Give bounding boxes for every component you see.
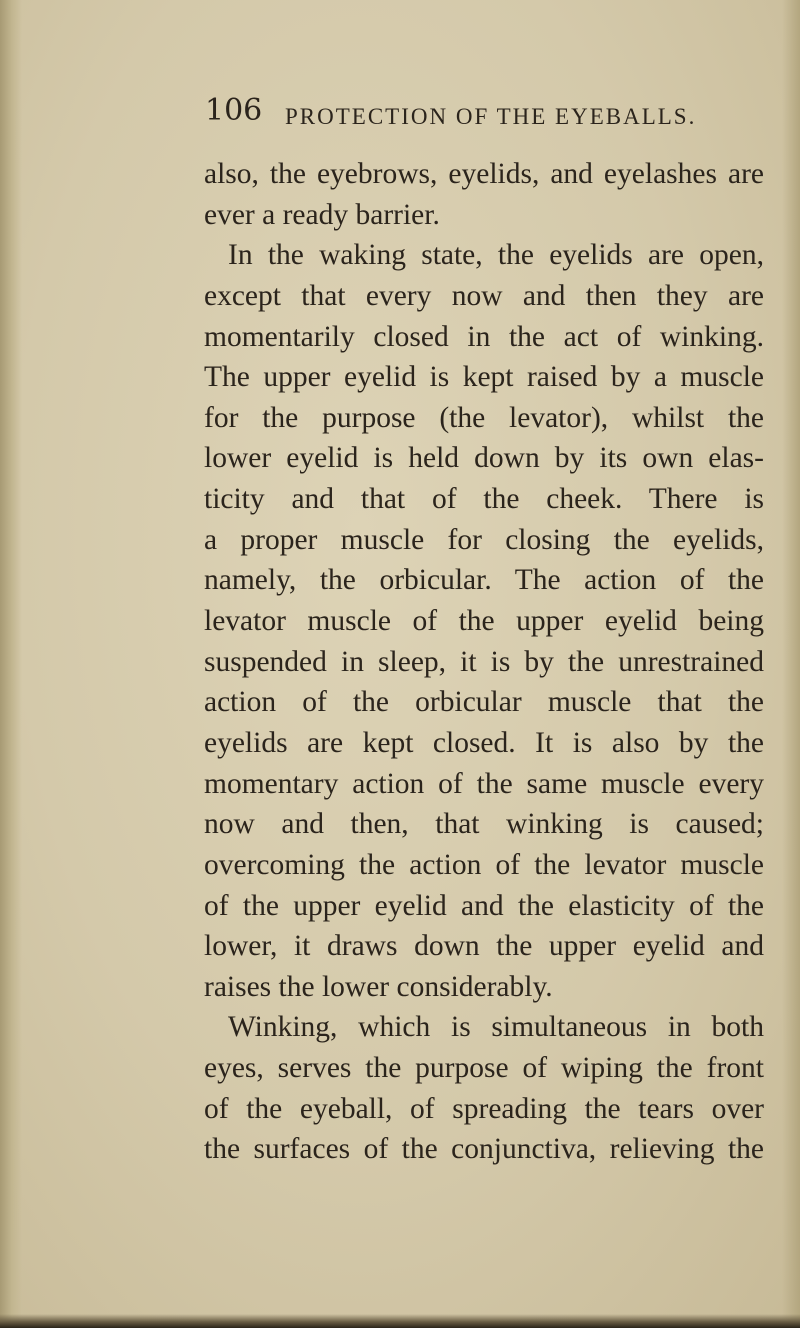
text-line: of the upper eyelid and the elasticity of the [204,889,764,922]
text-line: momentary action of the same muscle every [204,767,764,800]
text-line: of the eyeball, of spreading the tears over [204,1092,764,1125]
text-line: action of the orbicular muscle that the [204,686,764,719]
page-bottom-shadow [0,1314,800,1328]
text-line: momentarily closed in the act of winking. [204,320,764,353]
text-line: Winking, which is simultaneous in both [228,1011,764,1044]
text-line: eyelids are kept closed. It is also by the [204,726,764,759]
text-line: levator muscle of the upper eyelid being [204,605,764,638]
text-line: a proper muscle for closing the eyelids, [204,523,764,556]
text-line: suspended in sleep, it is by the unrestrained [204,645,764,678]
text-line: the surfaces of the conjunctiva, relieving the [204,1133,764,1166]
running-title: PROTECTION OF THE EYEBALLS. [285,104,697,129]
text-line: ever a ready barrier. [204,198,440,231]
body-text [204,154,764,1170]
text-line: namely, the orbicular. The action of the [204,564,764,597]
text-line: The upper eyelid is kept raised by a muscle [204,361,764,394]
text-line: now and then, that winking is caused; [204,808,764,841]
page-left-edge [0,0,22,1328]
text-line: ticity and that of the cheek. There is [204,483,764,516]
text-line: overcoming the action of the levator muscle [204,848,764,881]
text-line: for the purpose (the levator), whilst the [204,401,764,434]
running-head [205,93,697,136]
text-line: raises the lower considerably. [204,970,553,1003]
text-line: lower eyelid is held down by its own elas- [204,442,764,475]
text-line: except that every now and then they are [204,279,764,312]
page-number: 106 [205,93,263,128]
text-line: also, the eyebrows, eyelids, and eyelashes are [204,158,764,190]
text-line: lower, it draws down the upper eyelid and [204,930,764,963]
page-right-edge [782,0,800,1328]
text-line: In the waking state, the eyelids are open, [228,239,764,272]
text-line: eyes, serves the purpose of wiping the front [204,1052,764,1085]
